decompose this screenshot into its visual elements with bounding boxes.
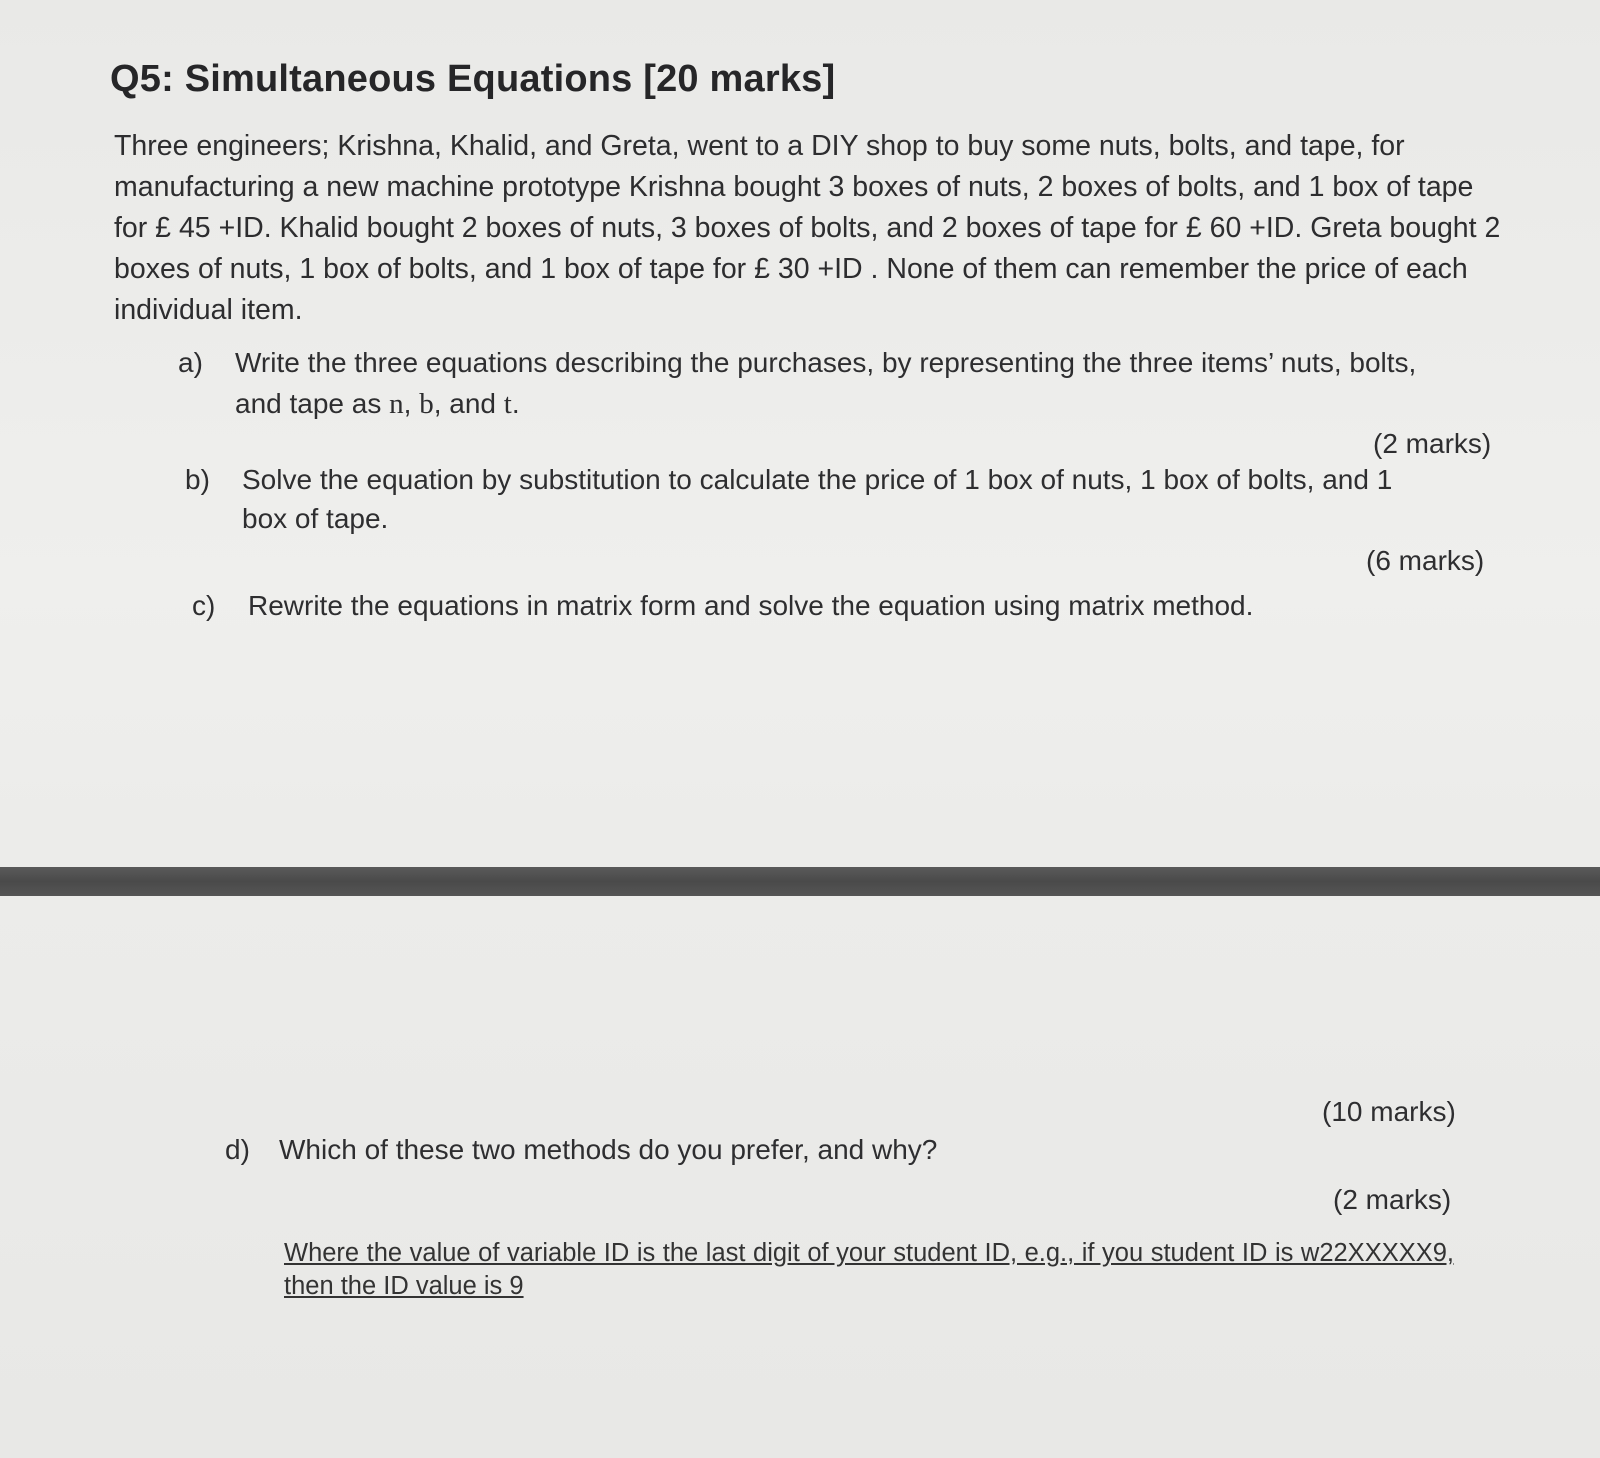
part-b-marks: (6 marks): [1366, 545, 1485, 576]
part-a-line2: [235, 384, 520, 424]
part-c-text: Rewrite the equations in matrix form and solve the equation using matrix method.: [248, 590, 1254, 621]
page-divider: [0, 867, 1600, 896]
part-a-line1: Write the three equations describing the purchases, by representing the three items’ nuts, bolts,: [235, 347, 1417, 378]
part-d: [225, 1130, 1225, 1172]
part-a-end: .: [511, 388, 520, 419]
part-a: [178, 343, 1498, 433]
part-a-marks: (2 marks): [1373, 428, 1492, 459]
part-c-marks: (10 marks): [1322, 1096, 1456, 1127]
var-t: t: [503, 388, 512, 420]
part-b: [185, 460, 1505, 542]
part-b-line2: box of tape.: [242, 503, 389, 534]
var-n: n: [389, 388, 404, 420]
part-d-marks: (2 marks): [1333, 1184, 1452, 1215]
part-d-label: d): [225, 1134, 250, 1165]
part-c-label: c): [192, 590, 216, 621]
student-id-note: Where the value of variable ID is the last digit of your student ID, e.g., if you student ID is w22XXXXX9, then the ID value is 9: [284, 1239, 1454, 1300]
question-title: Q5: Simultaneous Equations [20 marks]: [110, 58, 836, 100]
part-a-line2-pre: and tape as: [235, 388, 390, 419]
part-b-label: b): [185, 464, 210, 495]
part-c: [192, 586, 1392, 628]
part-a-sep1: ,: [403, 388, 420, 419]
part-b-line1: Solve the equation by substitution to calculate the price of 1 box of nuts, 1 box of bolts, and 1: [242, 464, 1393, 495]
part-a-sep2: , and: [433, 388, 504, 419]
question-intro: Three engineers; Krishna, Khalid, and Greta, went to a DIY shop to buy some nuts, bolts, and tape, for manufacturing a new machine prototype Krishna bought 3 boxes of nuts, 2 boxes of bolts, and 1 box of tape for £ 45 +ID. Khalid bought 2 boxes of nuts, 3 boxes of bolts, and 2 boxes of tape for £ 60 +ID. Greta bought 2 boxes of nuts, 1 box of bolts, and 1 box of tape for £ 30 +ID . None of them can remember the price of each individual item.: [114, 130, 1501, 326]
var-b: b: [419, 388, 434, 420]
part-d-text: Which of these two methods do you prefer, and why?: [279, 1134, 938, 1165]
part-a-label: a): [178, 347, 203, 378]
